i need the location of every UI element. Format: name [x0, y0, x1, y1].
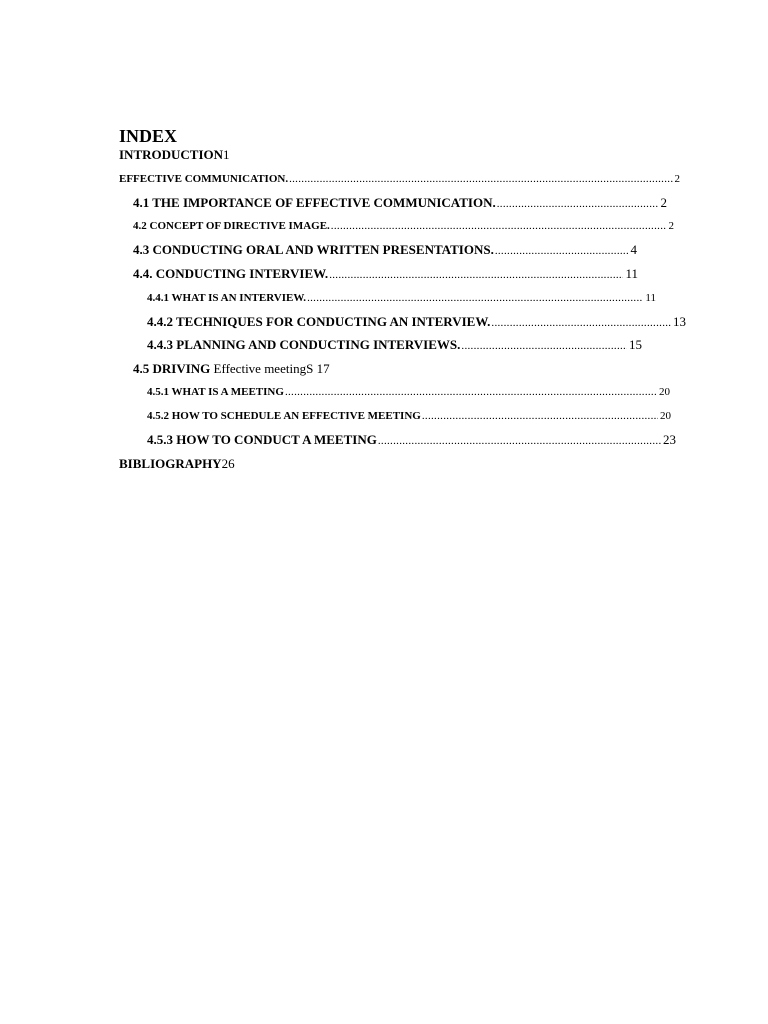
toc-entry-bibliography[interactable] [119, 456, 235, 472]
toc-entry-page-number: 17 [316, 361, 330, 376]
dot-leader [331, 218, 667, 234]
toc-entry-page-number: 11 [645, 292, 656, 304]
dot-leader [497, 196, 659, 212]
toc-entry-label: 4.4.1 WHAT IS AN INTERVIEW. [147, 292, 307, 304]
toc-entry-4-4-1[interactable] [147, 290, 656, 306]
dot-leader [307, 290, 643, 306]
toc-entry-page-number: 11 [625, 266, 638, 281]
toc-entry-page-number: 4 [630, 242, 637, 257]
dot-leader [461, 338, 627, 354]
toc-entry-label: 4.3 CONDUCTING ORAL AND WRITTEN PRESENTATIONS. [133, 242, 494, 257]
toc-entry-4-5-1[interactable] [147, 384, 670, 400]
toc-entry-label-bold: 4.5 DRIVING [133, 361, 211, 376]
toc-entry-4-1[interactable] [133, 195, 667, 211]
toc-entry-page-number: 13 [673, 314, 686, 329]
toc-entry-page-number: 2 [660, 195, 667, 210]
toc-entry-page-number: 20 [660, 410, 671, 422]
toc-entry-label: INTRODUCTION [119, 147, 224, 162]
dot-leader [495, 243, 629, 259]
toc-entry-label: 4.5.2 HOW TO SCHEDULE AN EFFECTIVE MEETING [147, 410, 421, 422]
toc-entry-introduction[interactable] [119, 147, 230, 163]
toc-entry-label: 4.2 CONCEPT OF DIRECTIVE IMAGE. [133, 220, 330, 232]
dot-leader [422, 408, 658, 424]
toc-entry-effective-communication[interactable] [119, 171, 680, 187]
dot-leader [378, 433, 661, 449]
dot-leader [289, 171, 672, 187]
toc-entry-page-number: 1 [223, 147, 230, 162]
toc-entry-page-number: 2 [668, 220, 674, 232]
toc-entry-page-number: 15 [629, 337, 642, 352]
toc-entry-4-2[interactable] [133, 218, 674, 234]
toc-entry-label: EFFECTIVE COMMUNICATION. [119, 173, 289, 185]
toc-entry-label: 4.4. CONDUCTING INTERVIEW. [133, 266, 329, 281]
toc-entry-label: BIBLIOGRAPHY [119, 456, 222, 471]
dot-leader [285, 384, 657, 400]
toc-entry-4-5-3[interactable] [147, 432, 676, 448]
toc-entry-page-number: 20 [659, 386, 670, 398]
toc-entry-page-number: 23 [663, 432, 676, 447]
index-title: INDEX [119, 126, 178, 146]
toc-entry-4-4-2[interactable] [147, 314, 686, 330]
toc-entry-4-4-3[interactable] [147, 337, 642, 353]
toc-entry-label: 4.5.1 WHAT IS A MEETING [147, 386, 284, 398]
toc-entry-4-5-2[interactable] [147, 408, 671, 424]
toc-entry-4-4[interactable] [133, 266, 638, 282]
dot-leader [491, 315, 671, 331]
toc-entry-label: 4.5.3 HOW TO CONDUCT A MEETING [147, 432, 377, 447]
toc-entry-4-5[interactable] [133, 361, 330, 377]
toc-entry-label: 4.1 THE IMPORTANCE OF EFFECTIVE COMMUNICATION. [133, 195, 496, 210]
toc-entry-label: 4.4.3 PLANNING AND CONDUCTING INTERVIEWS. [147, 337, 461, 352]
toc-entry-4-3[interactable] [133, 242, 637, 258]
toc-entry-label: 4.4.2 TECHNIQUES FOR CONDUCTING AN INTERVIEW. [147, 314, 491, 329]
toc-entry-page-number: 2 [674, 173, 680, 185]
toc-entry-page-number: 26 [221, 456, 235, 471]
dot-leader [329, 267, 623, 283]
toc-entry-label-normal: Effective meetingS [210, 361, 314, 376]
